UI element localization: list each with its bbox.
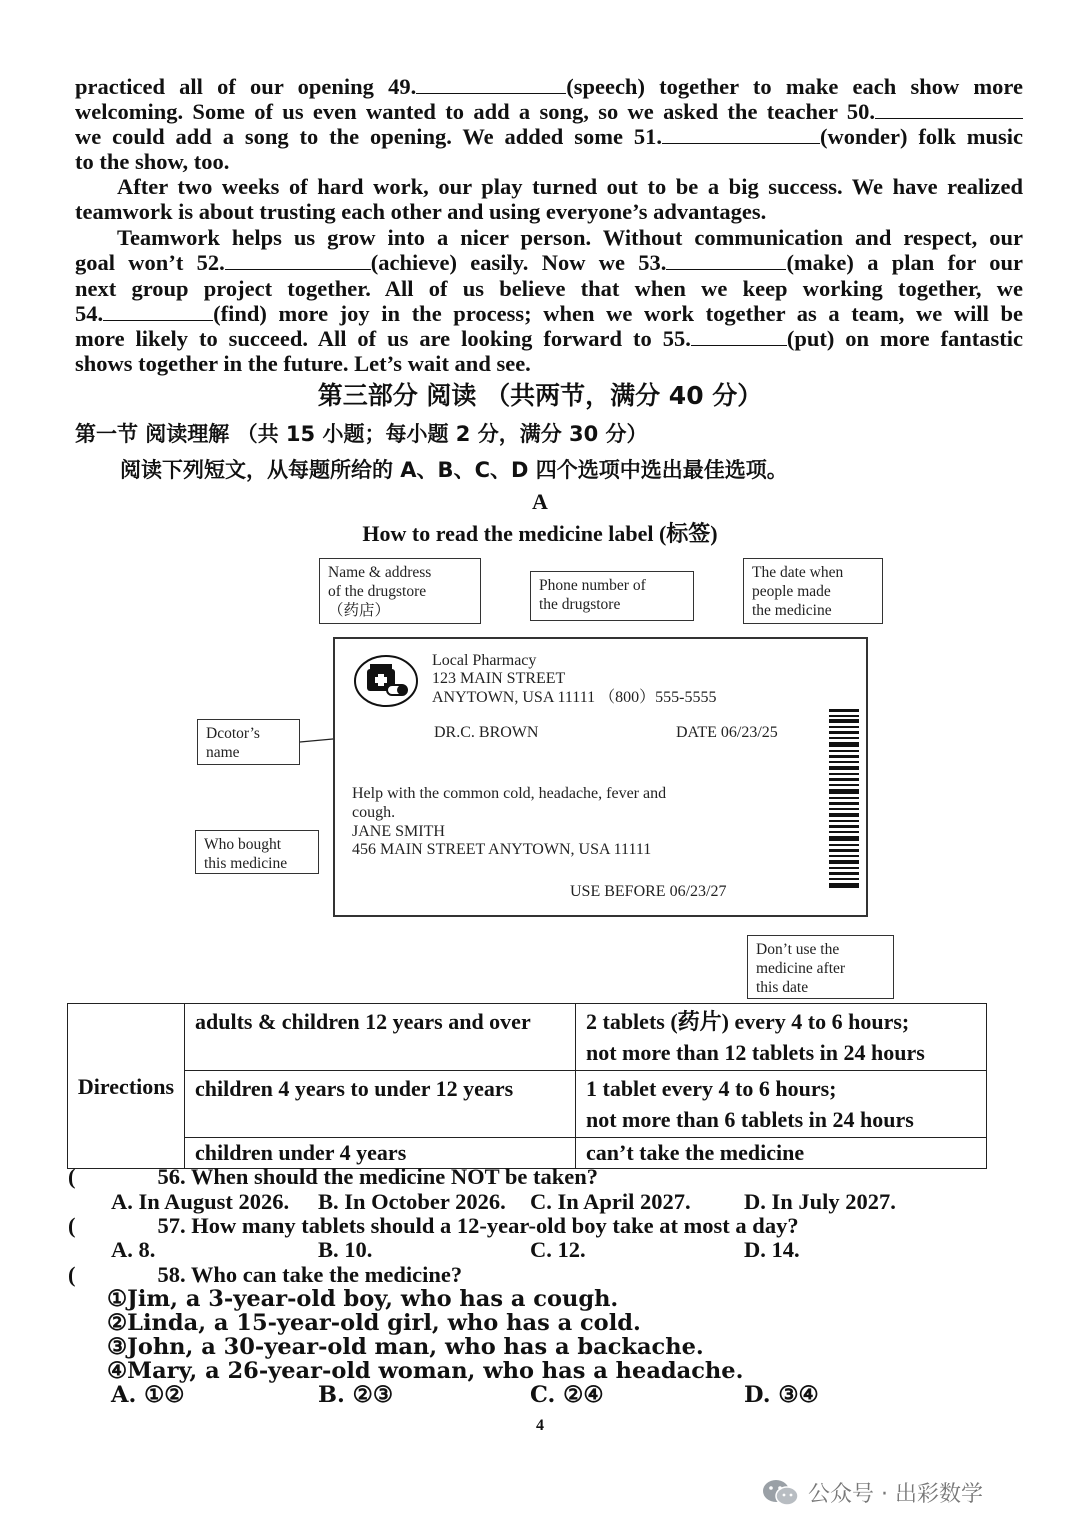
- pharmacy-name: Local Pharmacy: [432, 652, 537, 669]
- directions-who-2: children 4 years to under 12 years: [185, 1071, 576, 1138]
- q56-option-b: B. In October 2026.: [318, 1189, 506, 1214]
- pharmacy-logo-icon: [353, 653, 419, 709]
- watermark: [760, 1472, 983, 1512]
- directions-who-1: adults & children 12 years and over: [185, 1004, 576, 1071]
- q58-item-3: ③John, a 30-year-old man, who has a backache.: [107, 1334, 704, 1360]
- article-title: How to read the medicine label (标签): [362, 521, 718, 546]
- watermark-text: 公众号 · 出彩数学: [808, 1481, 983, 1507]
- section-subtitle: 第一节 阅读理解 （共 15 小题；每小题 2 分，满分 30 分）: [75, 422, 648, 446]
- passage-line-3: we could add a song to the opening. We added some 51. (wonder) folk music: [75, 124, 1023, 149]
- use-before-date: USE BEFORE 06/23/27: [570, 883, 727, 900]
- passage-letter: A: [532, 489, 548, 514]
- passage-line-4: to the show, too.: [75, 149, 230, 174]
- q56-option-d: D. In July 2027.: [744, 1189, 896, 1214]
- callout-dont-use: Don’t use the medicine after this date: [747, 935, 894, 999]
- question-58: ( 58. Who can take the medicine?: [68, 1262, 463, 1287]
- passage-line-12: shows together in the future. Let’s wait and see.: [75, 351, 531, 376]
- page-number: 4: [536, 1417, 544, 1434]
- callout-doctor: Dcotor’s name: [197, 719, 300, 765]
- q58-item-4: ④Mary, a 26-year-old woman, who has a headache.: [107, 1358, 744, 1384]
- q56-option-c: C. In April 2027.: [530, 1189, 691, 1214]
- q58-option-c: C. ②④: [530, 1382, 604, 1408]
- passage-line-2: welcoming. Some of us even wanted to add a song, so we asked the teacher 50.: [75, 99, 1023, 124]
- passage-line-7: Teamwork helps us grow into a nicer person. Without communication and respect, our: [117, 225, 1023, 250]
- directions-header: Directions: [68, 1004, 185, 1169]
- directions-table: [67, 1003, 987, 1169]
- instruction: 阅读下列短文，从每题所给的 A、B、C、D 四个选项中选出最佳选项。: [120, 458, 788, 482]
- callout-name-address: Name & address of the drugstore （药店）: [319, 558, 481, 624]
- q58-item-2: ②Linda, a 15-year-old girl, who has a cold.: [107, 1310, 641, 1336]
- passage-line-9: next group project together. All of us believe that when we keep working together, we: [75, 276, 1023, 301]
- directions-dose-2: 1 tablet every 4 to 6 hours; not more than 6 tablets in 24 hours: [576, 1071, 987, 1138]
- q58-option-a: A. ①②: [111, 1382, 185, 1408]
- q57-option-d: D. 14.: [744, 1237, 800, 1262]
- callout-phone: Phone number of the drugstore: [530, 571, 694, 621]
- passage-line-8: goal won’t 52. (achieve) easily. Now we 53. (make) a plan for our: [75, 250, 1023, 275]
- label-date: DATE 06/23/25: [676, 724, 778, 741]
- usage-line-1: Help with the common cold, headache, fever and: [352, 785, 667, 802]
- passage-line-11: more likely to succeed. All of us are looking forward to 55. (put) on more fantastic: [75, 326, 1023, 351]
- directions-dose-1: 2 tablets (药片) every 4 to 6 hours; not more than 12 tablets in 24 hours: [576, 1004, 987, 1071]
- passage-line-10: 54. (find) more joy in the process; when we work together as a team, we will be: [75, 301, 1023, 326]
- usage-line-2: cough.: [352, 804, 396, 821]
- part-title: 第三部分 阅读 （共两节，满分 40 分）: [317, 381, 763, 410]
- directions-dose-3: can’t take the medicine: [576, 1138, 987, 1169]
- passage-line-6: teamwork is about trusting each other and using everyone’s advantages.: [75, 199, 767, 224]
- callout-bought: Who bought this medicine: [195, 830, 319, 874]
- q58-option-b: B. ②③: [318, 1382, 394, 1408]
- patient-address: 456 MAIN STREET ANYTOWN, USA 11111: [352, 841, 652, 858]
- q56-option-a: A. In August 2026.: [111, 1189, 290, 1214]
- q57-option-b: B. 10.: [318, 1237, 373, 1262]
- patient-name: JANE SMITH: [352, 823, 445, 840]
- question-57: ( 57. How many tablets should a 12-year-old boy take at most a day?: [68, 1213, 799, 1238]
- directions-who-3: children under 4 years: [185, 1138, 576, 1169]
- q58-option-d: D. ③④: [744, 1382, 819, 1408]
- q57-option-a: A. 8.: [111, 1237, 156, 1262]
- barcode-icon: [829, 709, 859, 889]
- q57-option-c: C. 12.: [530, 1237, 586, 1262]
- passage-line-5: After two weeks of hard work, our play turned out to be a big success. We have realized: [117, 174, 1023, 199]
- callout-date-made: The date when people made the medicine: [743, 558, 883, 624]
- doctor-name: DR.C. BROWN: [434, 724, 539, 741]
- wechat-icon: [760, 1477, 800, 1507]
- q58-item-1: ①Jim, a 3-year-old boy, who has a cough.: [107, 1286, 619, 1312]
- pharmacy-city-phone: ANYTOWN, USA 11111 （800）555-5555: [432, 689, 717, 706]
- question-56: ( 56. When should the medicine NOT be taken?: [68, 1164, 598, 1189]
- medicine-label: [333, 637, 868, 917]
- passage-line-1: practiced all of our opening 49. (speech) together to make each show more: [75, 74, 1023, 99]
- pharmacy-street: 123 MAIN STREET: [432, 670, 566, 687]
